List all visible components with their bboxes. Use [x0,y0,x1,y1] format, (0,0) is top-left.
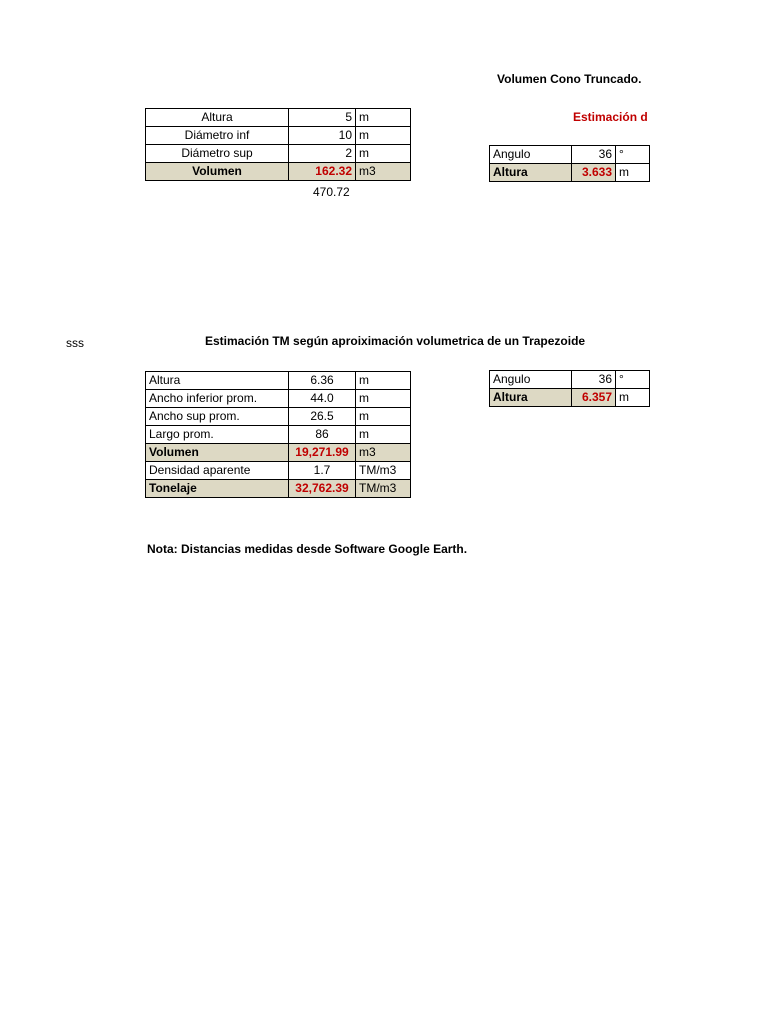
trap-unit-densidad: TM/m3 [356,462,411,480]
cone-height-value: 3.633 [572,164,616,182]
trap-label-largo: Largo prom. [146,426,289,444]
table-row [146,127,411,145]
cone-value-diametro-inf: 10 [289,127,356,145]
cone-angle-label: Angulo [490,146,572,164]
trap-unit-ancho-sup: m [356,408,411,426]
cone-unit-altura: m [356,109,411,127]
trapezoid-table [145,371,411,498]
trapezoid-angle-table [489,370,650,407]
trap-label-densidad: Densidad aparente [146,462,289,480]
table-row [146,372,411,390]
trap-label-ancho-sup: Ancho sup prom. [146,408,289,426]
trap-height-label: Altura [490,389,572,407]
table-row [490,371,650,389]
cone-value-diametro-sup: 2 [289,145,356,163]
trap-label-volumen: Volumen [146,444,289,462]
trap-label-ancho-inf: Ancho inferior prom. [146,390,289,408]
cone-label-altura: Altura [146,109,289,127]
table-row [146,408,411,426]
table-row [146,462,411,480]
cone-height-unit: m [616,164,650,182]
trap-angle-value: 36 [572,371,616,389]
cone-label-diametro-inf: Diámetro inf [146,127,289,145]
table-row [146,145,411,163]
trap-unit-largo: m [356,426,411,444]
table-row [146,426,411,444]
table-row [146,390,411,408]
cone-table [145,108,411,181]
table-row [490,389,650,407]
cone-label-diametro-sup: Diámetro sup [146,145,289,163]
cone-value-altura: 5 [289,109,356,127]
table-row [146,109,411,127]
trapezoid-title: Estimación TM según aproiximación volumetrica de un Trapezoide [205,334,586,348]
trap-unit-ancho-inf: m [356,390,411,408]
cone-angle-unit: ° [616,146,650,164]
trap-unit-tonelaje: TM/m3 [356,480,411,498]
table-row [490,146,650,164]
trap-value-ancho-inf: 44.0 [289,390,356,408]
table-row [146,444,411,462]
cone-height-label: Altura [490,164,572,182]
trap-value-altura: 6.36 [289,372,356,390]
trap-value-volumen: 19,271.99 [289,444,356,462]
trap-unit-volumen: m3 [356,444,411,462]
trap-value-largo: 86 [289,426,356,444]
trap-value-ancho-sup: 26.5 [289,408,356,426]
cone-unit-diametro-inf: m [356,127,411,145]
cone-unit-diametro-sup: m [356,145,411,163]
table-row [490,164,650,182]
trap-value-tonelaje: 32,762.39 [289,480,356,498]
sss-label: sss [66,336,84,350]
cone-value-volumen: 162.32 [289,163,356,181]
trap-height-value: 6.357 [572,389,616,407]
trap-label-tonelaje: Tonelaje [146,480,289,498]
table-row [146,163,411,181]
cone-label-volumen: Volumen [146,163,289,181]
cone-extra-value: 470.72 [313,185,350,199]
trap-label-altura: Altura [146,372,289,390]
trap-unit-altura: m [356,372,411,390]
cone-angle-table [489,145,650,182]
cone-title: Volumen Cono Truncado. [497,72,642,86]
trap-height-unit: m [616,389,650,407]
cone-angle-value: 36 [572,146,616,164]
note-text: Nota: Distancias medidas desde Software Google Earth. [147,542,468,556]
cone-unit-volumen: m3 [356,163,411,181]
cone-side-title: Estimación d [573,110,648,124]
table-row [146,480,411,498]
trap-value-densidad: 1.7 [289,462,356,480]
trap-angle-unit: ° [616,371,650,389]
trap-angle-label: Angulo [490,371,572,389]
